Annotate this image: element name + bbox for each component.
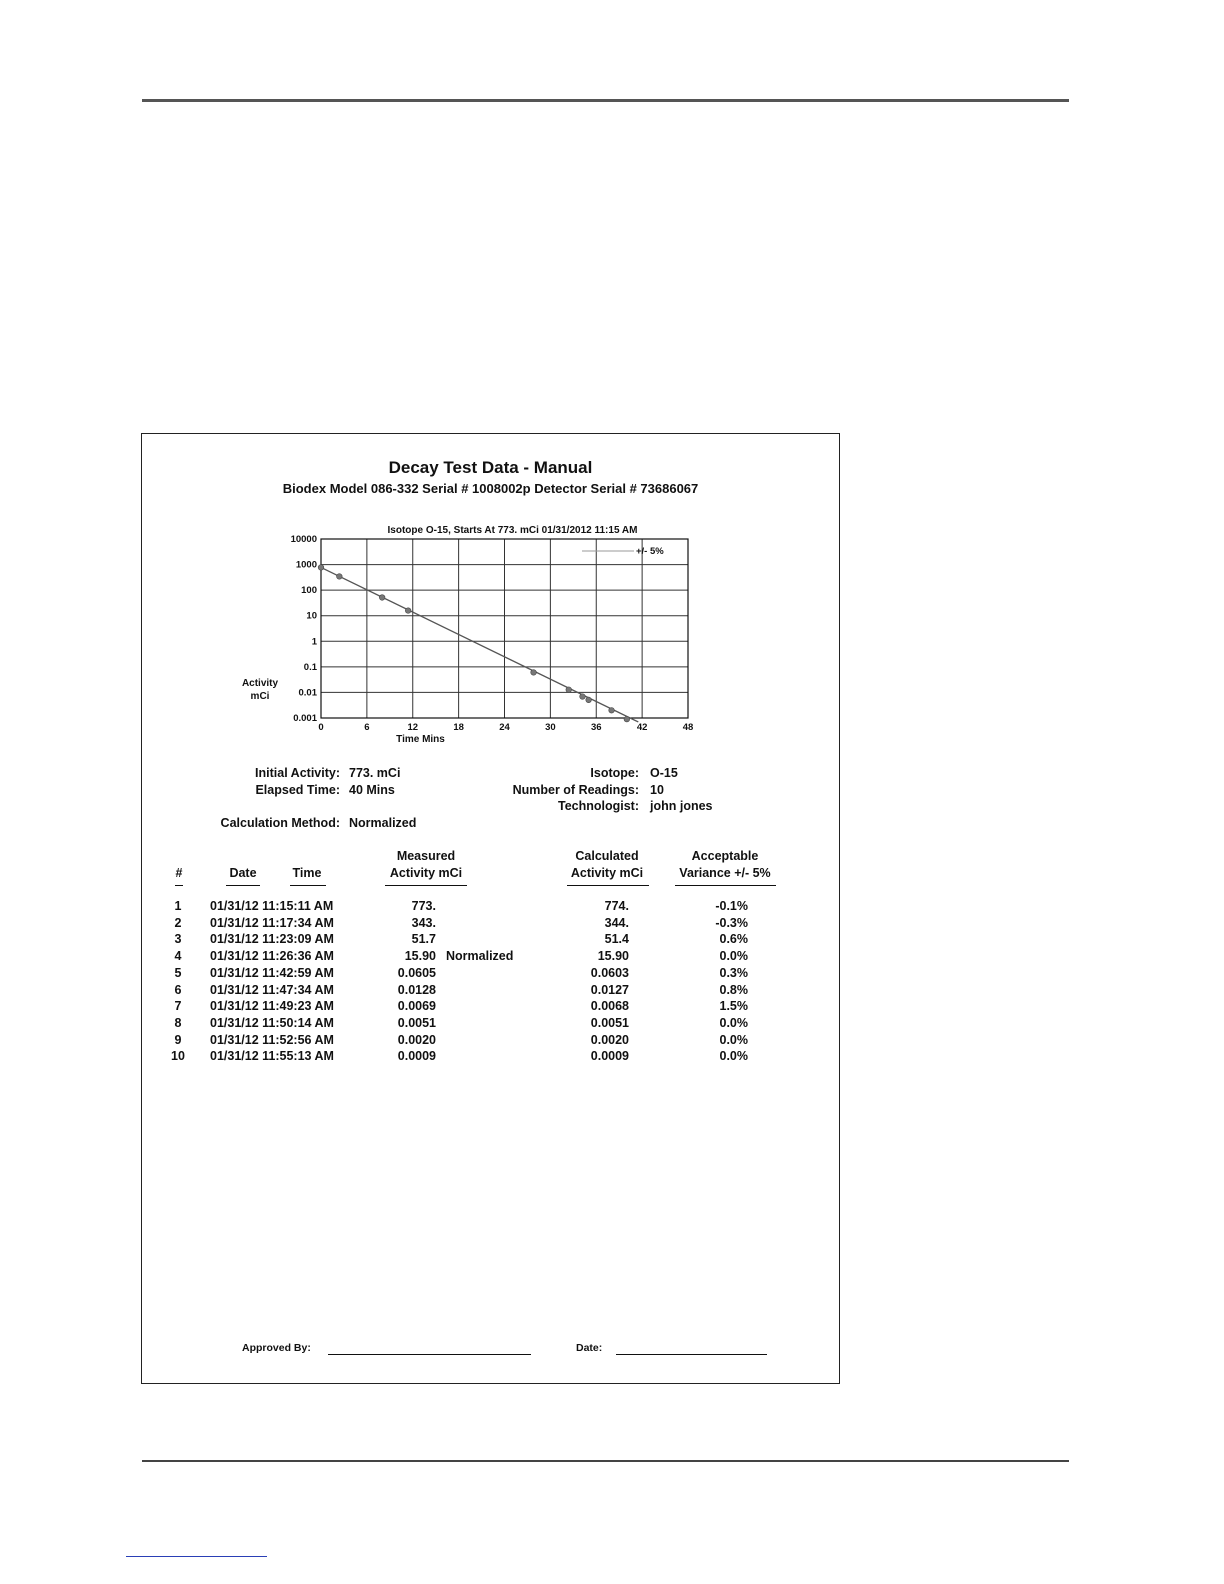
isotope-label: Isotope: <box>590 766 639 780</box>
y-tick-label: 0.001 <box>293 713 317 724</box>
y-tick-label: 1 <box>311 636 317 648</box>
row-datetime: 01/31/12 11:26:36 AM <box>210 949 334 964</box>
col-header-time: Time <box>292 866 322 880</box>
row-measured: 51.7 <box>411 932 436 947</box>
row-number: 5 <box>174 965 182 980</box>
row-number: 9 <box>174 1032 182 1047</box>
x-tick-label: 48 <box>682 722 694 733</box>
y-tick-label: 1000 <box>295 559 317 571</box>
row-measured: 0.0069 <box>397 999 436 1014</box>
row-measured: 0.0051 <box>397 1015 436 1030</box>
col-underline-num <box>175 885 183 886</box>
data-point <box>379 595 385 601</box>
decay-test-report <box>141 433 840 1384</box>
table-row <box>142 916 839 932</box>
row-calculated: 0.0068 <box>590 999 629 1014</box>
row-calculated: 0.0009 <box>590 1049 629 1064</box>
col-header-acceptable-1: Acceptable <box>691 849 759 863</box>
readings-label: Number of Readings: <box>512 783 639 797</box>
data-point <box>318 565 324 571</box>
row-datetime: 01/31/12 11:50:14 AM <box>210 1015 334 1030</box>
row-measured: 0.0009 <box>397 1049 436 1064</box>
data-point <box>580 694 586 700</box>
table-row <box>142 966 839 982</box>
data-point <box>405 608 411 614</box>
date-label: Date: <box>576 1342 603 1354</box>
row-measured: 0.0020 <box>397 1032 436 1047</box>
col-header-date: Date <box>229 866 257 880</box>
row-variance: 1.5% <box>719 999 748 1014</box>
decay-chart <box>142 434 839 754</box>
row-datetime: 01/31/12 11:17:34 AM <box>210 915 334 930</box>
x-tick-label: 12 <box>407 722 419 733</box>
col-underline-date <box>226 885 260 886</box>
data-point <box>566 687 572 693</box>
row-datetime: 01/31/12 11:52:56 AM <box>210 1032 334 1047</box>
elapsed-time-value: 40 Mins <box>349 783 395 797</box>
row-note: Normalized <box>446 949 514 964</box>
y-tick-label: 0.01 <box>298 687 317 699</box>
legend-label: +/- 5% <box>636 546 664 557</box>
x-tick-label: 24 <box>499 722 510 733</box>
row-calculated: 15.90 <box>597 949 629 964</box>
data-point <box>531 670 537 676</box>
technologist-label: Technologist: <box>557 799 639 813</box>
table-row <box>142 1049 839 1065</box>
x-tick-label: 30 <box>545 722 556 733</box>
data-point <box>337 574 343 580</box>
readings-value: 10 <box>650 783 664 797</box>
row-measured: 343. <box>411 915 436 930</box>
footer-link-underline <box>126 1556 267 1557</box>
col-header-measured-2: Activity mCi <box>389 866 463 880</box>
row-variance: 0.0% <box>719 1049 748 1064</box>
col-header-calculated-2: Activity mCi <box>570 866 644 880</box>
row-number: 7 <box>174 999 182 1014</box>
col-header-num: # <box>175 866 183 880</box>
col-underline-time <box>290 885 326 886</box>
calculation-method-value: Normalized <box>349 816 417 830</box>
initial-activity-value: 773. mCi <box>349 766 401 780</box>
row-number: 2 <box>174 915 182 930</box>
x-tick-label: 36 <box>590 722 602 733</box>
row-datetime: 01/31/12 11:42:59 AM <box>210 965 334 980</box>
row-measured: 0.0605 <box>397 965 436 980</box>
col-header-calculated-1: Calculated <box>575 849 639 863</box>
report-title: Decay Test Data - Manual <box>388 458 593 477</box>
row-datetime: 01/31/12 11:15:11 AM <box>210 899 334 913</box>
row-calculated: 0.0020 <box>590 1032 629 1047</box>
row-datetime: 01/31/12 11:47:34 AM <box>210 982 334 997</box>
x-axis-label: Time Mins <box>396 734 445 745</box>
col-underline-measured <box>385 885 467 886</box>
row-measured: 773. <box>411 899 436 913</box>
row-calculated: 0.0603 <box>590 965 629 980</box>
row-number: 1 <box>174 899 182 913</box>
row-number: 10 <box>171 1049 185 1064</box>
row-variance: -0.3% <box>715 915 748 930</box>
x-tick-label: 18 <box>453 722 464 733</box>
row-datetime: 01/31/12 11:55:13 AM <box>210 1049 334 1064</box>
y-axis-label-line-2: mCi <box>250 691 270 702</box>
initial-activity-label: Initial Activity: <box>255 766 340 780</box>
row-number: 8 <box>174 1015 182 1030</box>
row-datetime: 01/31/12 11:49:23 AM <box>210 999 334 1014</box>
col-header-acceptable-2: Variance +/- 5% <box>679 866 771 880</box>
row-variance: 0.0% <box>719 1032 748 1047</box>
row-variance: 0.8% <box>719 982 748 997</box>
table-row <box>142 1033 839 1049</box>
col-underline-acceptable <box>675 885 776 886</box>
row-variance: 0.3% <box>719 965 748 980</box>
row-measured: 0.0128 <box>397 982 436 997</box>
data-point <box>586 697 592 703</box>
y-tick-label: 0.1 <box>303 661 317 673</box>
data-point <box>609 708 615 714</box>
isotope-value: O-15 <box>650 766 678 780</box>
row-variance: -0.1% <box>715 899 748 913</box>
approved-by-line[interactable] <box>328 1354 531 1355</box>
row-calculated: 0.0051 <box>590 1015 629 1030</box>
x-tick-label: 6 <box>364 722 370 733</box>
header-rule <box>142 99 1069 102</box>
y-axis-label-line-1: Activity <box>241 678 279 689</box>
approved-by-label: Approved By: <box>242 1342 311 1354</box>
col-underline-calculated <box>567 885 649 886</box>
elapsed-time-label: Elapsed Time: <box>255 783 340 797</box>
y-tick-label: 100 <box>301 585 317 597</box>
table-row <box>142 999 839 1015</box>
row-number: 4 <box>174 949 182 964</box>
y-tick-label: 10 <box>306 610 317 622</box>
footer-rule <box>142 1460 1069 1462</box>
y-tick-label: 10000 <box>290 534 317 545</box>
col-header-measured-1: Measured <box>396 849 456 863</box>
row-variance: 0.0% <box>719 949 748 964</box>
row-datetime: 01/31/12 11:23:09 AM <box>210 932 334 947</box>
row-measured: 15.90 <box>404 949 436 964</box>
data-point <box>624 716 630 722</box>
row-calculated: 51.4 <box>604 932 629 947</box>
row-calculated: 774. <box>604 899 629 913</box>
row-variance: 0.0% <box>719 1015 748 1030</box>
row-variance: 0.6% <box>719 932 748 947</box>
table-row <box>142 983 839 999</box>
report-subtitle: Biodex Model 086-332 Serial # 1008002p Detector Serial # 73686067 <box>282 481 699 496</box>
table-row <box>142 899 839 915</box>
row-calculated: 344. <box>604 915 629 930</box>
table-row <box>142 932 839 948</box>
x-tick-label: 0 <box>318 722 324 733</box>
table-row <box>142 1016 839 1032</box>
row-number: 6 <box>174 982 182 997</box>
x-tick-label: 42 <box>636 722 648 733</box>
calculation-method-label: Calculation Method: <box>220 816 340 830</box>
table-row <box>142 949 839 965</box>
row-number: 3 <box>174 932 182 947</box>
chart-title: Isotope O-15, Starts At 773. mCi 01/31/2012 11:15 AM <box>387 525 638 536</box>
technologist-value: john jones <box>650 799 713 813</box>
date-line[interactable] <box>616 1354 767 1355</box>
row-calculated: 0.0127 <box>590 982 629 997</box>
